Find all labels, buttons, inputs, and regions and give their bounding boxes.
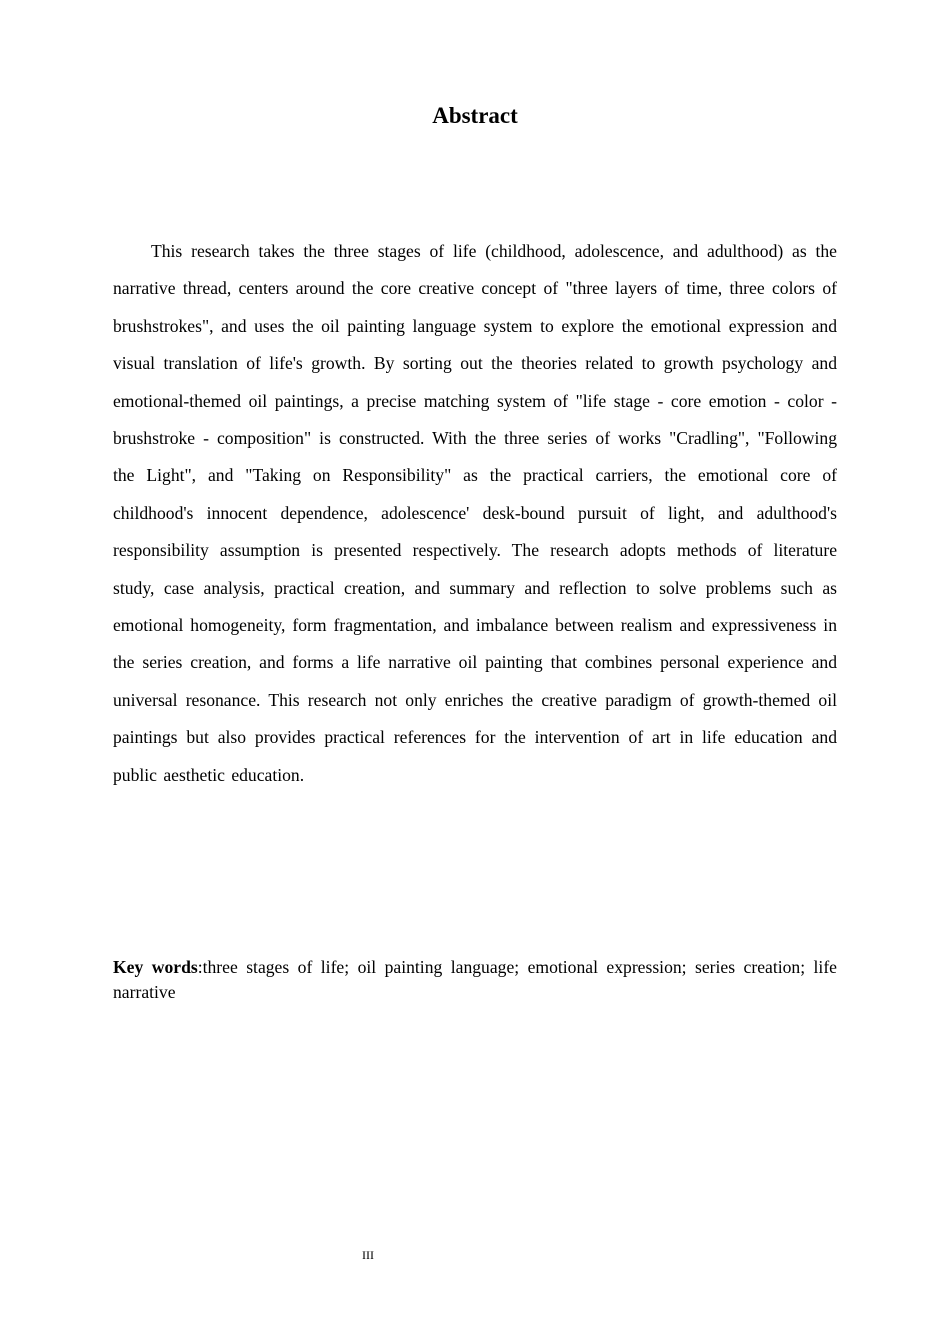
keywords-line [113, 955, 837, 1005]
page-title: Abstract [432, 103, 518, 128]
page-number: III [362, 1248, 374, 1262]
keywords-value: :three stages of life; oil painting language; emotional expression; series creation; life narrative [113, 957, 837, 1002]
keywords-label: Key words [113, 957, 198, 977]
abstract-paragraph: This research takes the three stages of life (childhood, adolescence, and adulthood) as the narrative thread, centers around the core creative concept of "three layers of time, three colors of brushstrokes", and uses the oil painting language system to explore the emotional expression and visual translation of life's growth. By sorting out the theories related to growth psychology and emotional-themed oil paintings, a precise matching system of "life stage - core emotion - color - brushstroke - composition" is constructed. With the three series of works "Cradling", "Following the Light", and "Taking on Responsibility" as the practical carriers, the emotional core of childhood's innocent dependence, adolescence' desk-bound pursuit of light, and adulthood's responsibility assumption is presented respectively. The research adopts methods of literature study, case analysis, practical creation, and summary and reflection to solve problems such as emotional homogeneity, form fragmentation, and imbalance between realism and expressiveness in the series creation, and forms a life narrative oil painting that combines personal experience and universal resonance. This research not only enriches the creative paradigm of growth-themed oil paintings but also provides practical references for the intervention of art in life education and public aesthetic education. [113, 241, 837, 785]
